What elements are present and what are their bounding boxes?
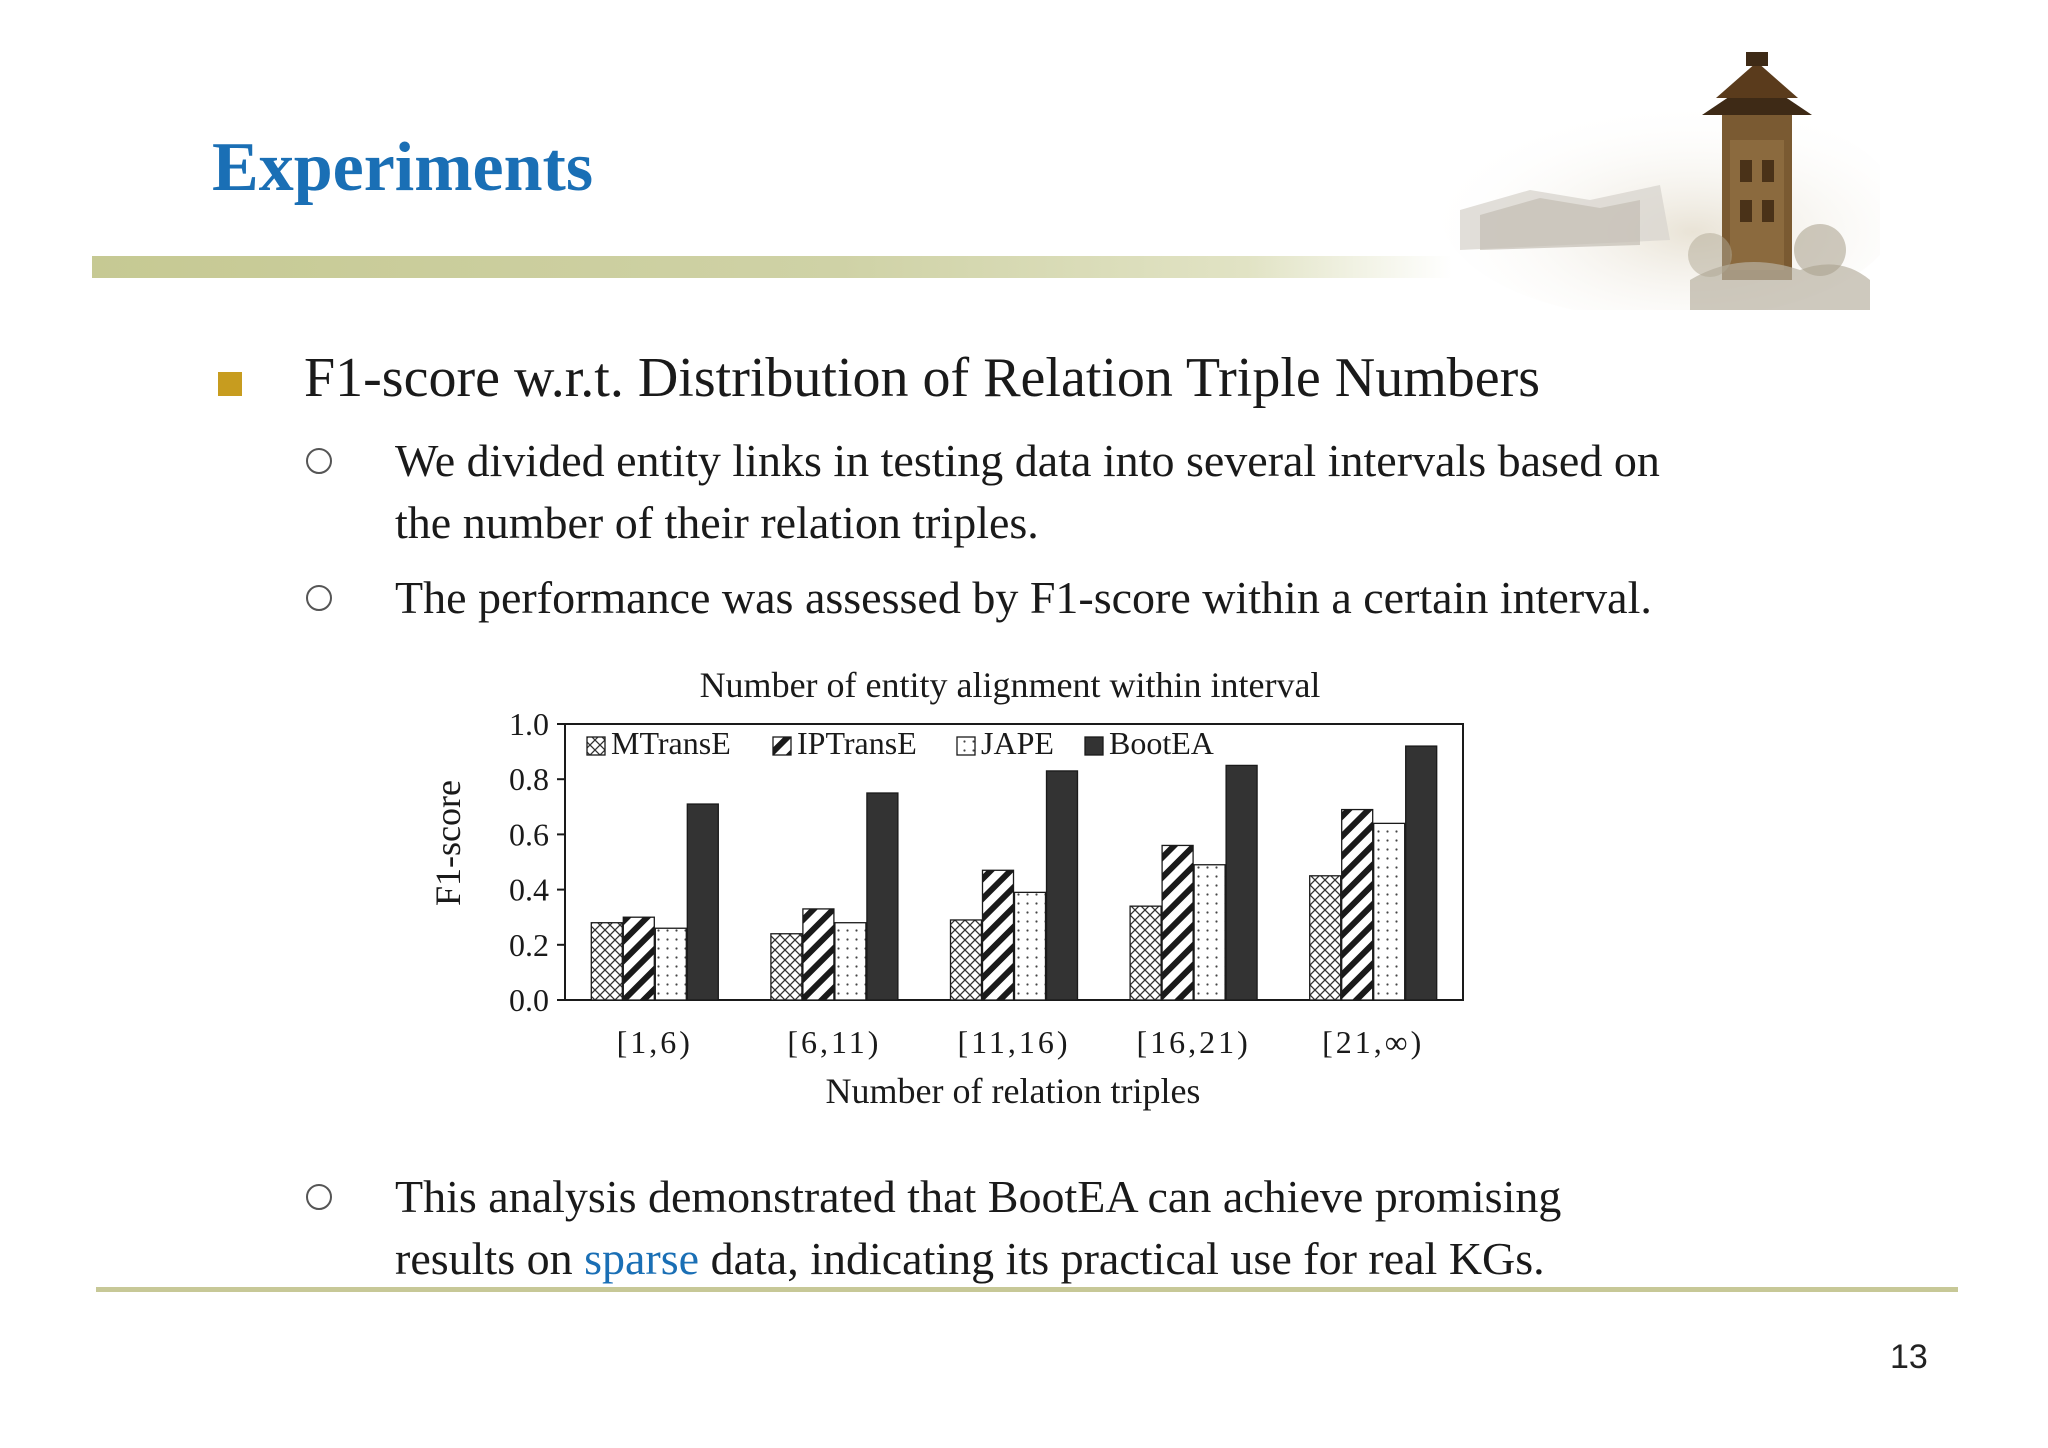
bar-iptranse-2: [983, 870, 1014, 1000]
campus-tower-illustration: [1440, 40, 1880, 310]
title-underline: [92, 256, 1452, 278]
legend-label-iptranse: IPTransE: [797, 725, 917, 761]
x-tick-label: [1,6): [616, 1024, 693, 1060]
x-tick-label: [11,16): [957, 1024, 1071, 1060]
bar-bootea-3: [1226, 765, 1257, 1000]
f1-score-bar-chart: [420, 665, 1520, 1135]
y-tick-label: 0.0: [509, 982, 549, 1018]
x-axis-label: Number of relation triples: [825, 1071, 1201, 1111]
y-tick-label: 0.2: [509, 926, 549, 963]
sparse-highlight: sparse: [584, 1233, 700, 1284]
bar-mtranse-4: [1310, 876, 1341, 1000]
legend-swatch-jape: [957, 737, 975, 755]
bar-mtranse-3: [1130, 906, 1161, 1000]
section-heading: F1-score w.r.t. Distribution of Relation Triple Numbers: [304, 347, 1541, 409]
legend-label-jape: JAPE: [981, 725, 1054, 761]
bar-mtranse-0: [591, 923, 622, 1000]
legend-swatch-iptranse: [773, 737, 791, 755]
legend-label-bootea: BootEA: [1109, 725, 1214, 761]
y-tick-label: 0.6: [509, 816, 549, 853]
bar-jape-0: [655, 928, 686, 1000]
bullet-square-icon: [218, 372, 242, 396]
legend-swatch-bootea: [1085, 737, 1103, 755]
y-tick-label: 1.0: [509, 706, 549, 742]
bar-iptranse-1: [803, 909, 834, 1000]
bar-bootea-2: [1047, 771, 1078, 1000]
legend-label-mtranse: MTransE: [611, 725, 731, 761]
bullet-3-prefix: results on: [395, 1233, 585, 1284]
page-number: 13: [1890, 1338, 1928, 1376]
bullet-3-line-2: [395, 1228, 1545, 1290]
legend-swatch-mtranse: [587, 737, 605, 755]
bar-bootea-1: [867, 793, 898, 1000]
bullet-1-line-1: We divided entity links in testing data into several intervals based on: [395, 435, 1660, 486]
chart-title: Number of entity alignment within interval: [699, 665, 1321, 705]
x-tick-label: [6,11): [787, 1024, 882, 1060]
y-tick-label: 0.4: [509, 871, 549, 908]
bar-mtranse-2: [951, 920, 982, 1000]
bar-jape-3: [1194, 865, 1225, 1000]
y-axis-label: F1-score: [428, 780, 468, 906]
bullet-3-suffix: data, indicating its practical use for real KGs.: [699, 1233, 1545, 1284]
bar-iptranse-4: [1342, 810, 1373, 1000]
x-tick-label: [21,∞): [1322, 1024, 1425, 1060]
bar-jape-2: [1015, 892, 1046, 1000]
bar-iptranse-3: [1162, 845, 1193, 1000]
bullet-3-line-1: This analysis demonstrated that BootEA can achieve promising: [395, 1171, 1562, 1222]
bar-bootea-4: [1406, 746, 1437, 1000]
x-tick-label: [16,21): [1136, 1024, 1251, 1060]
circle-bullet-icon: [306, 448, 332, 474]
bar-iptranse-0: [623, 917, 654, 1000]
footer-rule: [96, 1287, 1958, 1292]
circle-bullet-icon: [306, 1184, 332, 1210]
bar-jape-1: [835, 923, 866, 1000]
y-tick-label: 0.8: [509, 761, 549, 798]
bar-mtranse-1: [771, 934, 802, 1000]
bullet-2-text: The performance was assessed by F1-score within a certain interval.: [395, 572, 1652, 623]
circle-bullet-icon: [306, 585, 332, 611]
slide-title: Experiments: [212, 129, 594, 206]
bar-jape-4: [1374, 823, 1405, 1000]
bar-bootea-0: [687, 804, 718, 1000]
bullet-1-line-2: the number of their relation triples.: [395, 497, 1039, 548]
